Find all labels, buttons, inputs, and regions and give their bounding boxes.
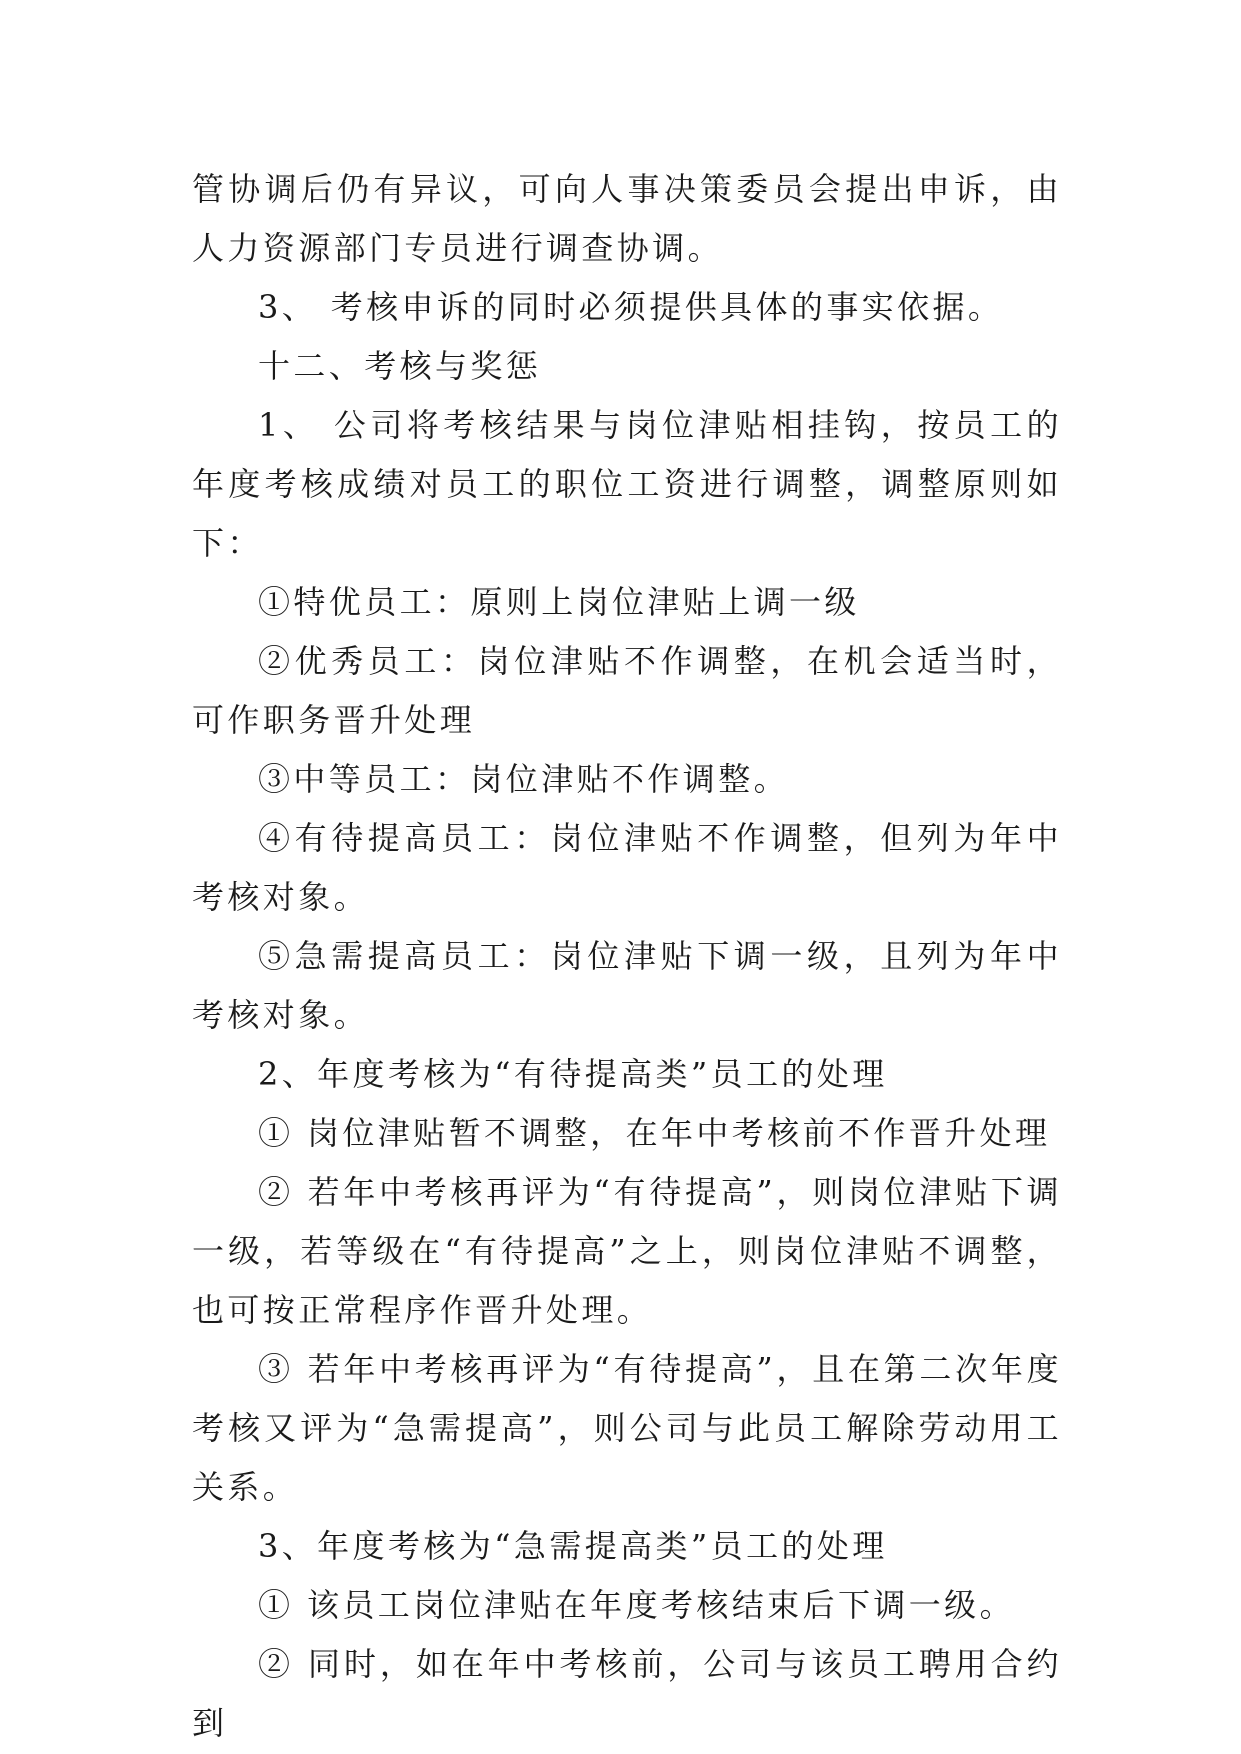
list-item-midyear-reassess: ② 若年中考核再评为“有待提高”，则岗位津贴下调一级，若等级在“有待提高”之上，则岗位津贴不调整，也可按正常程序作晋升处理。	[192, 1173, 1062, 1329]
list-item-medium: ③中等员工：岗位津贴不作调整。	[258, 760, 790, 798]
list-item-excellent: ②优秀员工：岗位津贴不作调整，在机会适当时，可作职务晋升处理	[192, 642, 1062, 739]
paragraph-urgent-improve-handling: 3、年度考核为“急需提高类”员工的处理	[258, 1527, 888, 1565]
list-item-allowance-unchanged: ① 岗位津贴暂不调整，在年中考核前不作晋升处理	[258, 1114, 1051, 1152]
list-item-to-improve: ④有待提高员工：岗位津贴不作调整，但列为年中考核对象。	[192, 819, 1062, 916]
section-heading-12: 十二、考核与奖惩	[258, 347, 542, 385]
paragraph-continuation: 管协调后仍有异议，可向人事决策委员会提出申诉，由人力资源部门专员进行调查协调。	[192, 170, 1062, 267]
paragraph-assessment-allowance: 1、 公司将考核结果与岗位津贴相挂钩，按员工的年度考核成绩对员工的职位工资进行调整，调整原则如下：	[192, 406, 1062, 562]
list-item-contract-expiry: ② 同时，如在年中考核前，公司与该员工聘用合约到	[192, 1645, 1062, 1742]
list-item-termination: ③ 若年中考核再评为“有待提高”，且在第二次年度考核又评为“急需提高”，则公司与此员工解除劳动用工关系。	[192, 1350, 1062, 1506]
document-page	[192, 160, 1062, 1753]
list-item-urgent-improve: ⑤急需提高员工：岗位津贴下调一级，且列为年中考核对象。	[192, 937, 1062, 1034]
list-item-excellent-plus: ①特优员工：原则上岗位津贴上调一级	[258, 583, 860, 621]
paragraph-appeal-evidence: 3、 考核申诉的同时必须提供具体的事实依据。	[258, 288, 1004, 326]
list-item-allowance-lowered: ① 该员工岗位津贴在年度考核结束后下调一级。	[258, 1586, 1015, 1624]
paragraph-to-improve-handling: 2、年度考核为“有待提高类”员工的处理	[258, 1055, 888, 1093]
